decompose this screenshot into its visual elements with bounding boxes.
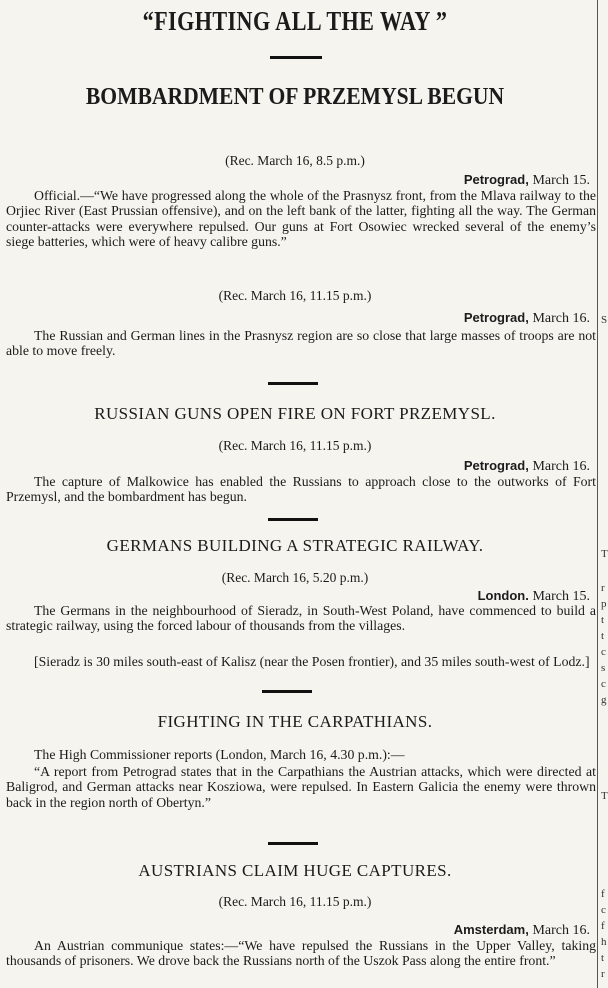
dateline-date: March 15. bbox=[532, 173, 590, 188]
received-line: (Rec. March 16, 11.15 p.m.) bbox=[218, 894, 372, 909]
dateline-date: March 16. bbox=[532, 459, 590, 474]
subheadline: BOMBARDMENT OF PRZEMYSL BEGUN bbox=[85, 84, 505, 110]
edge-letter: t bbox=[601, 614, 605, 626]
adjacent-column-fragment bbox=[596, 0, 608, 988]
edge-letter: c bbox=[601, 646, 606, 658]
dateline-place: London. bbox=[477, 588, 529, 603]
dispatch-paragraph: [Sieradz is 30 miles south-east of Kalisz (near the Posen frontier), and 35 miles south-west of Lodz.] bbox=[34, 654, 590, 669]
dispatch-paragraph: The Russian and German lines in the Prasnysz region are so close that large masses of troops are not able to move freely. bbox=[6, 328, 596, 359]
dateline bbox=[0, 922, 608, 939]
dispatch-paragraph: The High Commissioner reports (London, March 16, 4.30 p.m.):— bbox=[34, 747, 405, 762]
edge-letter: c bbox=[601, 904, 606, 916]
section-heading: GERMANS BUILDING A STRATEGIC RAILWAY. bbox=[106, 536, 484, 555]
edge-letter: g bbox=[601, 694, 607, 706]
edge-letter: r bbox=[601, 968, 605, 980]
edge-letter: p bbox=[601, 598, 607, 610]
edge-letter: s bbox=[601, 662, 606, 674]
dateline-place: Petrograd, bbox=[463, 172, 529, 187]
edge-letter: h bbox=[601, 936, 607, 948]
edge-letter: T bbox=[601, 548, 608, 560]
headline-rule bbox=[270, 56, 322, 59]
edge-letter: T bbox=[601, 790, 608, 802]
dispatch-paragraph: Official.—“We have progressed along the whole of the Prasnysz front, from the Mlava railway to the Orjiec River (East Prussian offensive), and on the left bank of the latter, fighting all the way. The German counter-attacks were everywhere repulsed. Our guns at Fort Osowiec wrecked several of the enemy’s siege batteries, which were of heavy calibre guns.” bbox=[6, 188, 596, 250]
headline: “FIGHTING ALL THE WAY ” bbox=[142, 6, 448, 36]
dateline bbox=[0, 310, 608, 327]
received-line: (Rec. March 16, 11.15 p.m.) bbox=[218, 288, 372, 303]
dispatch-paragraph: The capture of Malkowice has enabled the Russians to approach close to the outworks of Fort Przemysl, and the bombardment has begun. bbox=[6, 474, 596, 505]
edge-letter: c bbox=[601, 678, 606, 690]
dateline-date: March 16. bbox=[532, 923, 590, 938]
dateline-place: Petrograd, bbox=[463, 310, 529, 325]
edge-letter: S bbox=[601, 314, 608, 326]
dateline-place: Amsterdam, bbox=[453, 922, 529, 937]
received-line: (Rec. March 16, 8.5 p.m.) bbox=[225, 153, 365, 168]
dateline-date: March 16. bbox=[532, 311, 590, 326]
section-heading: RUSSIAN GUNS OPEN FIRE ON FORT PRZEMYSL. bbox=[94, 404, 496, 423]
section-rule bbox=[268, 842, 318, 845]
dateline bbox=[0, 458, 608, 475]
section-rule bbox=[268, 382, 318, 385]
section-rule bbox=[262, 690, 312, 693]
edge-letter: f bbox=[601, 920, 605, 932]
dateline bbox=[0, 172, 608, 189]
dateline-date: March 15. bbox=[532, 589, 590, 604]
dateline-place: Petrograd, bbox=[463, 458, 529, 473]
section-rule bbox=[268, 518, 318, 521]
dispatch-paragraph: The Germans in the neighbourhood of Sieradz, in South-West Poland, have commenced to build a strategic railway, using the forced labour of thousands from the villages. bbox=[6, 603, 596, 634]
dispatch-paragraph: An Austrian communique states:—“We have repulsed the Russians in the Upper Valley, taking thousands of prisoners. We drove back the Russians north of the Uszok Pass along the entire front.” bbox=[6, 938, 596, 969]
edge-letter: t bbox=[601, 630, 605, 642]
received-line: (Rec. March 16, 11.15 p.m.) bbox=[218, 438, 372, 453]
dispatch-paragraph: “A report from Petrograd states that in the Carpathians the Austrian attacks, which were directed at Baligrod, and German attacks near Kosziowa, were repulsed. In Eastern Galicia the enemy were thrown back in the region north of Obertyn.” bbox=[6, 764, 596, 810]
edge-letter: r bbox=[601, 582, 605, 594]
edge-letter: t bbox=[601, 952, 605, 964]
received-line: (Rec. March 16, 5.20 p.m.) bbox=[221, 570, 369, 585]
section-heading: FIGHTING IN THE CARPATHIANS. bbox=[157, 712, 433, 731]
edge-letter: f bbox=[601, 888, 605, 900]
section-heading: AUSTRIANS CLAIM HUGE CAPTURES. bbox=[138, 861, 452, 880]
